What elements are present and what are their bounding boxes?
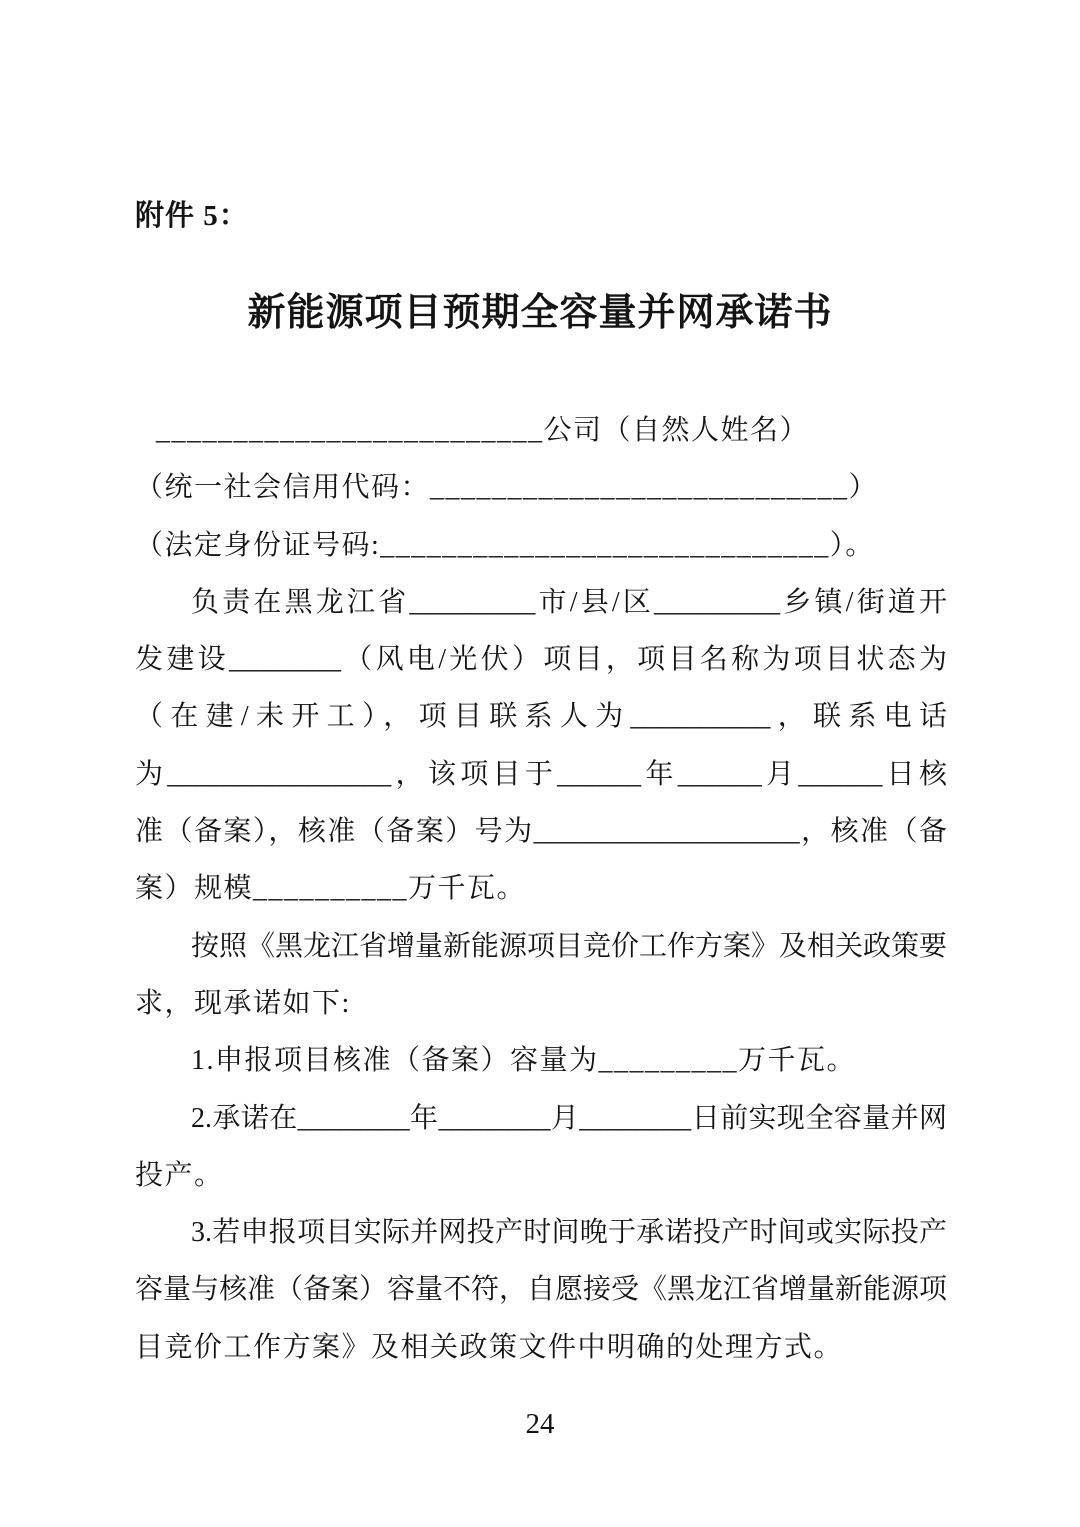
body-line: 准（备案），核准（备案）号为___________________，核准（备 — [135, 816, 947, 848]
body-line-credit-code: （统一社会信用代码：___________________________） — [135, 472, 879, 504]
body-line: 目竞价工作方案》及相关政策文件中明确的处理方式。 — [135, 1331, 844, 1363]
body-line-item-3: 3.若申报项目实际并网投产时间晚于承诺投产时间或实际投产 — [191, 1217, 947, 1249]
body-line: 投产。 — [135, 1159, 224, 1191]
body-line-item-1: 1.申报项目核准（备案）容量为_________万千瓦。 — [191, 1045, 857, 1077]
body-line: 案）规模__________万千瓦。 — [135, 873, 527, 905]
body-line-id-number: （法定身份证号码:_____________________________）。 — [135, 529, 875, 561]
page-number: 24 — [525, 1408, 555, 1440]
body-line-item-2: 2.承诺在________年________月________日前实现全容量并网 — [191, 1102, 947, 1134]
body-line: （在建/未开工），项目联系人为__________，联系电话 — [135, 701, 947, 733]
body-line: 容量与核准（备案）容量不符，自愿接受《黑龙江省增量新能源项 — [135, 1274, 948, 1306]
body-line: 按照《黑龙江省增量新能源项目竞价工作方案》及相关政策要 — [191, 930, 948, 962]
body-line-company-blank: _________________________公司（自然人姓名） — [156, 415, 810, 446]
body-line: 发建设________（风电/光伏）项目，项目名称为项目状态为 — [135, 644, 947, 676]
body-line: 求，现承诺如下: — [135, 987, 351, 1019]
body-line: 负责在黑龙江省_________市/县/区_________乡镇/街道开 — [191, 586, 947, 618]
document-body — [135, 402, 947, 1376]
attachment-label: 附件 5： — [135, 200, 249, 232]
body-line: 为________________，该项目于______年______月______日核 — [135, 758, 947, 790]
document-title: 新能源项目预期全容量并网承诺书 — [247, 292, 833, 334]
